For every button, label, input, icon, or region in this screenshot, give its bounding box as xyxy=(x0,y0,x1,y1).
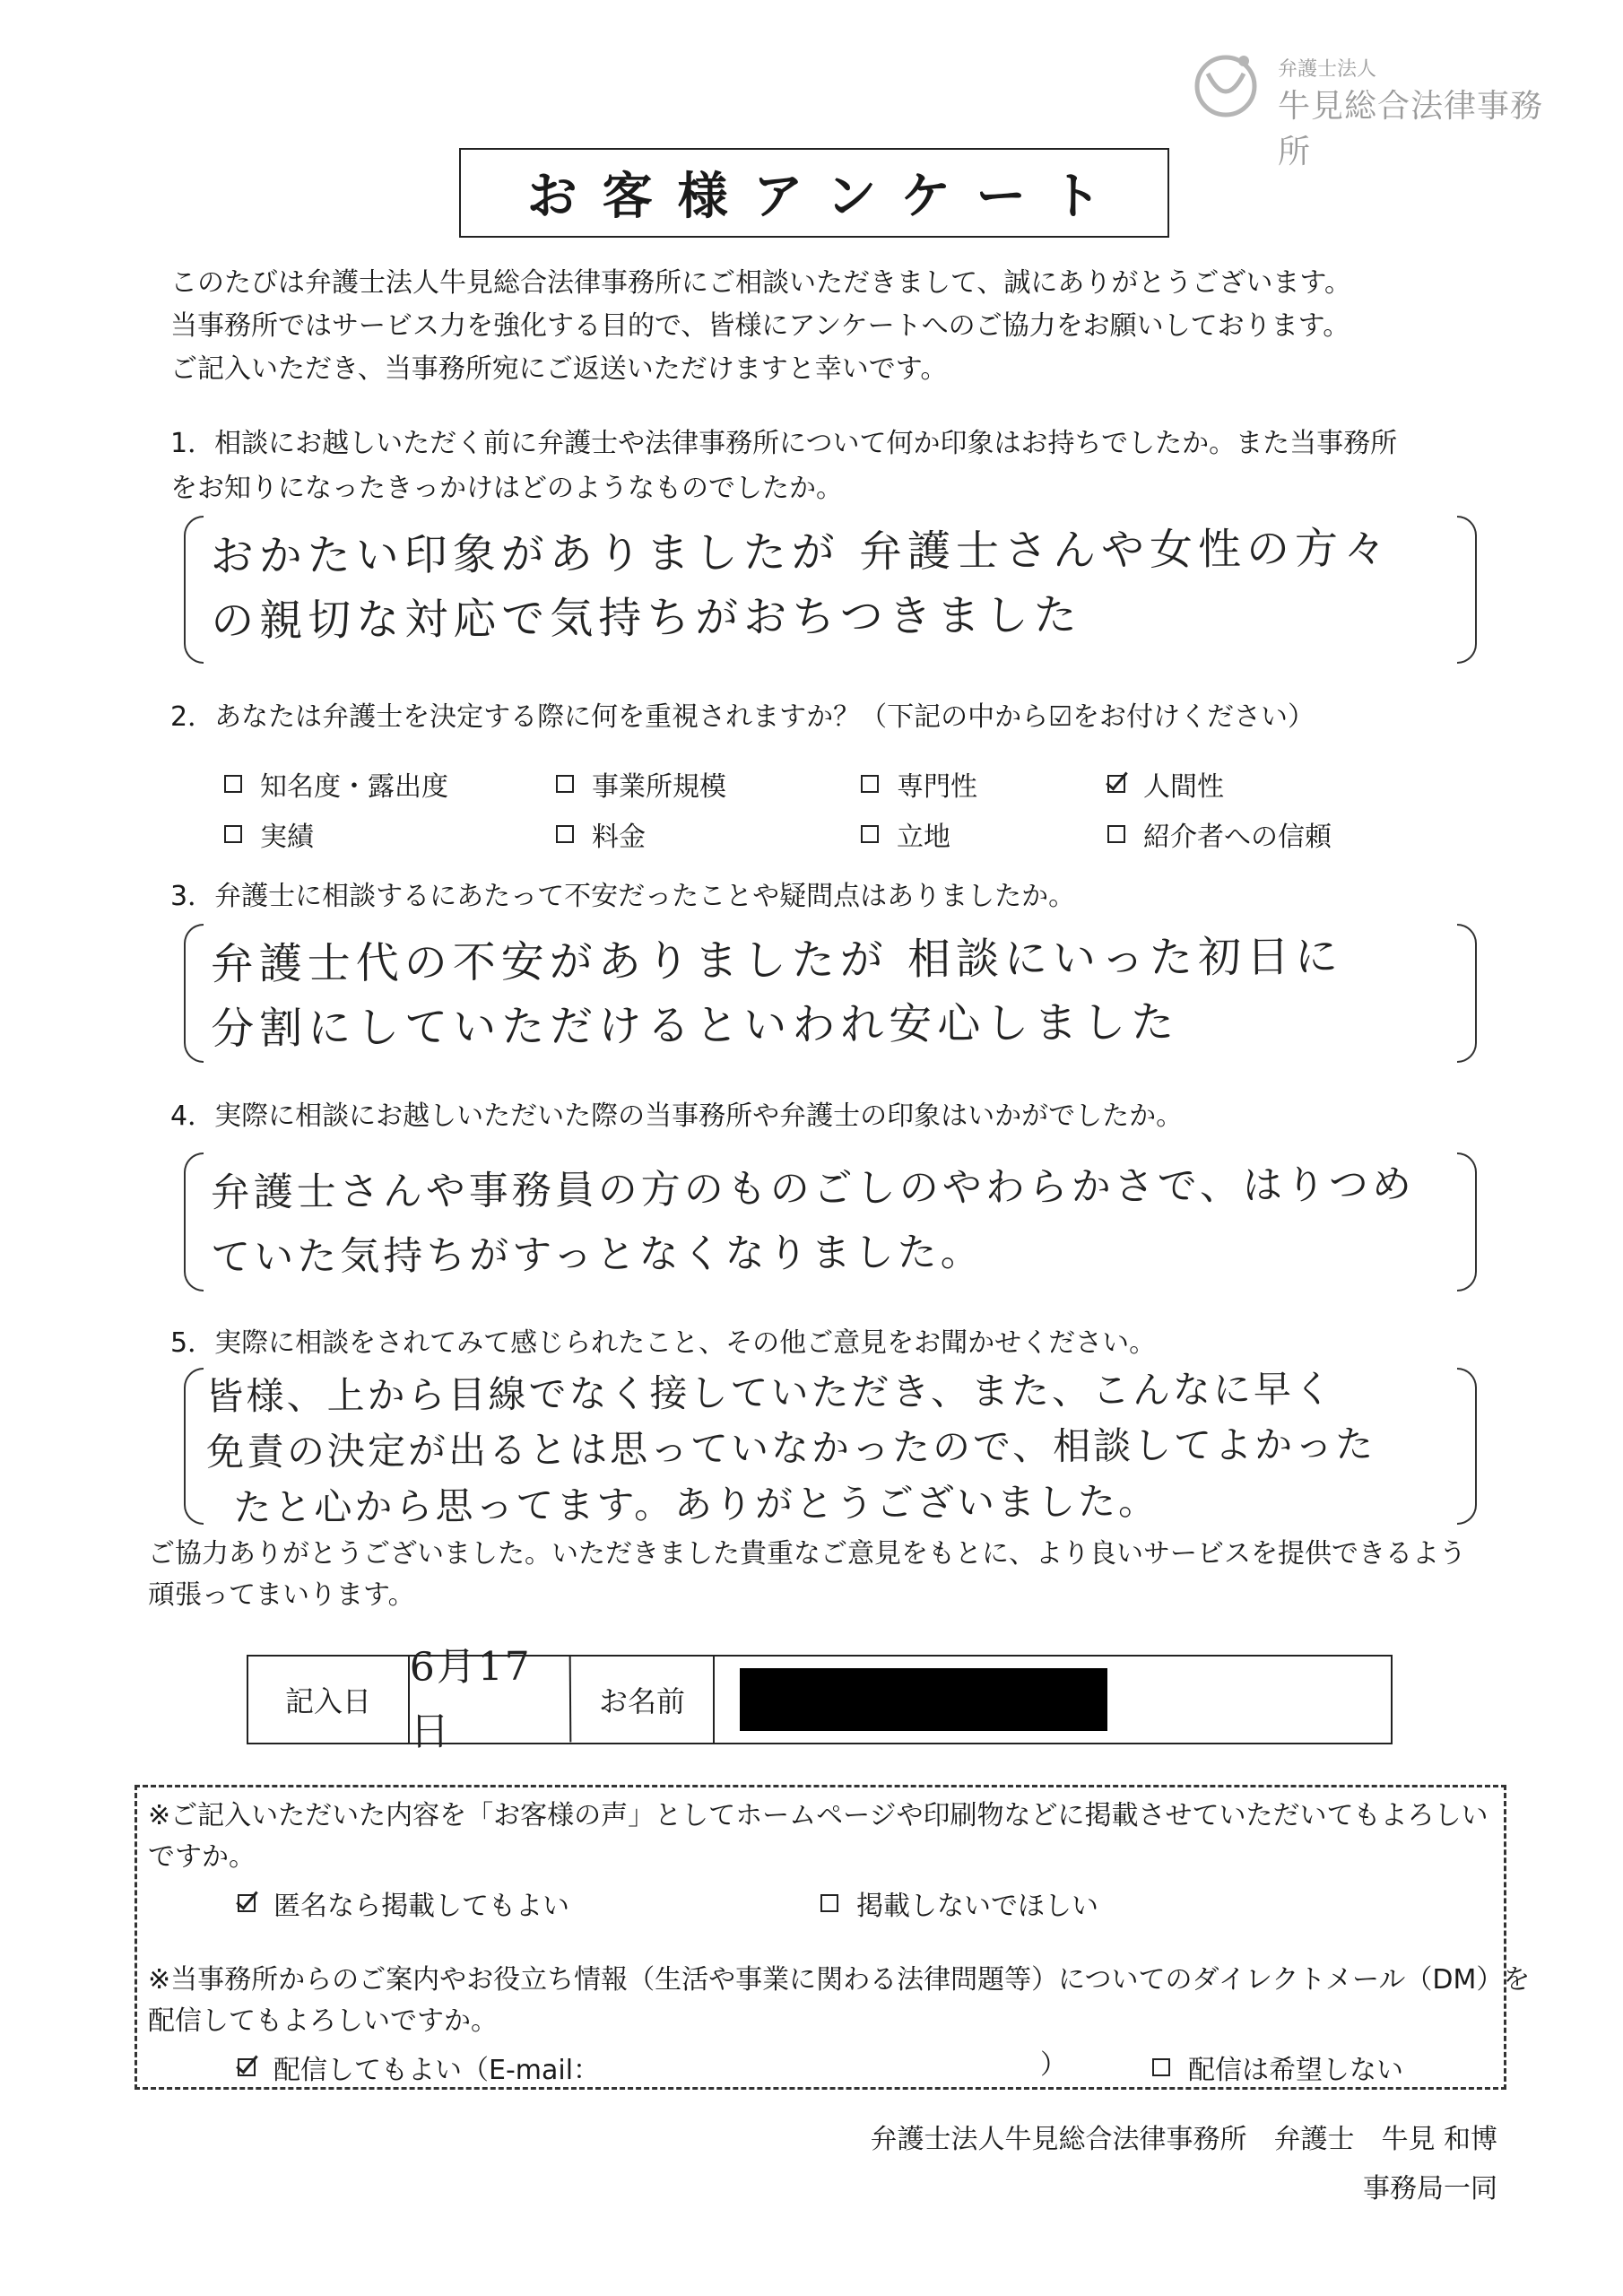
dm-question-line: 配信してもよろしいですか。 xyxy=(148,2005,498,2037)
option-label: 匿名なら掲載してもよい xyxy=(273,1891,569,1922)
question-4: 4．実際に相談にお越しいただいた際の当事務所や弁護士の印象はいかがでしたか。 xyxy=(170,1100,1184,1132)
option-expertise[interactable] xyxy=(861,764,977,804)
question-line: をお知りになったきっかけはどのようなものでしたか。 xyxy=(170,473,843,504)
option-personality[interactable] xyxy=(1107,764,1224,804)
option-label: 配信は希望しない xyxy=(1188,2055,1403,2086)
option-label: 人間性 xyxy=(1143,771,1224,803)
option-scale[interactable] xyxy=(556,764,726,804)
thanks-text xyxy=(148,1534,1466,1616)
publish-question xyxy=(148,1796,1488,1878)
signature-office: 事務局一同 xyxy=(1363,2173,1497,2205)
answer-bracket-left xyxy=(184,1152,204,1292)
info-table xyxy=(247,1643,1393,1755)
signature-firm: 弁護士法人牛見総合法律事務所 弁護士 牛見 和博 xyxy=(870,2124,1497,2155)
answer-line: の親切な対応で気持ちがおちつきました xyxy=(211,589,1082,647)
answer-line: おかたい印象がありましたが 弁護士さんや女性の方々 xyxy=(210,523,1393,582)
option-label: 配信してもよい（E-mail： xyxy=(273,2055,601,2086)
redacted-name xyxy=(740,1668,1107,1731)
thanks-line: 頑張ってまいります。 xyxy=(148,1579,415,1611)
logo-subtitle: 弁護士法人 xyxy=(1278,58,1377,81)
logo-firm-name: 牛見総合法律事務所 xyxy=(1278,88,1544,170)
option-track-record[interactable] xyxy=(224,814,314,854)
checkbox[interactable] xyxy=(556,775,574,793)
dm-decline-option[interactable] xyxy=(1152,2048,1403,2087)
intro-text xyxy=(170,262,1351,391)
answer-line: 弁護士さんや事務員の方のものごしのやわらかさで、はりつめ xyxy=(210,1161,1416,1216)
answer-5 xyxy=(205,1361,1376,1535)
thanks-line: ご協力ありがとうございました。いただきました貴重なご意見をもとに、より良いサービスを提供できるよう xyxy=(148,1538,1466,1570)
question-line: 1．相談にお越しいただく前に弁護士や法律事務所について何か印象はお持ちでしたか。また当事務所 xyxy=(170,428,1398,459)
answer-bracket-left xyxy=(184,516,204,664)
publish-anonymous-option[interactable] xyxy=(238,1883,569,1923)
answer-line: たと心から思ってます。ありがとうございました。 xyxy=(233,1479,1159,1530)
dm-question-line: ※当事務所からのご案内やお役立ち情報（生活や事業に関わる法律問題等）についてのダイレクトメール（DM）を xyxy=(148,1964,1531,1996)
firm-logo xyxy=(1188,43,1565,170)
checkbox[interactable] xyxy=(1107,825,1125,843)
email-close-paren: ） xyxy=(1040,2049,1067,2081)
checkbox[interactable] xyxy=(861,775,879,793)
dm-question xyxy=(148,1960,1530,2042)
answer-line: 弁護士代の不安がありましたが 相談にいった初日に xyxy=(210,931,1344,990)
question-5: 5．実際に相談をされてみて感じられたこと、その他ご意見をお聞かせください。 xyxy=(170,1327,1157,1359)
option-fee[interactable] xyxy=(556,814,646,854)
answer-line: 皆様、上から目線でなく接していただき、また、こんなに早く xyxy=(205,1366,1335,1419)
answer-3 xyxy=(211,925,1344,1062)
question-1 xyxy=(170,422,1397,511)
checkbox[interactable] xyxy=(224,775,242,793)
option-label: 料金 xyxy=(592,822,646,853)
publish-question-line: ですか。 xyxy=(148,1841,256,1873)
answer-1 xyxy=(211,516,1393,653)
answer-bracket-right xyxy=(1457,924,1477,1063)
answer-line: 分割にしていただけるといわれ安心しました xyxy=(211,996,1180,1055)
option-awareness[interactable] xyxy=(224,764,448,804)
name-field[interactable] xyxy=(715,1657,1391,1743)
intro-line: このたびは弁護士法人牛見総合法律事務所にご相談いただきまして、誠にありがとうございます。 xyxy=(170,267,1351,299)
answer-4 xyxy=(211,1152,1416,1290)
option-label: 実績 xyxy=(260,822,314,853)
publish-decline-option[interactable] xyxy=(820,1883,1098,1923)
option-label: 知名度・露出度 xyxy=(260,771,448,803)
checkbox-checked[interactable] xyxy=(1107,775,1125,793)
question-2: 2．あなたは弁護士を決定する際に何を重視されますか？（下記の中から☑をお付けください） xyxy=(170,701,1315,733)
option-label: 立地 xyxy=(897,822,950,853)
publish-question-line: ※ご記入いただいた内容を「お客様の声」としてホームページや印刷物などに掲載させていただいてもよろしい xyxy=(148,1800,1488,1831)
checkbox-checked[interactable] xyxy=(238,2058,256,2076)
checkbox-checked[interactable] xyxy=(238,1894,256,1912)
answer-bracket-right xyxy=(1457,1152,1477,1292)
intro-line: 当事務所ではサービス力を強化する目的で、皆様にアンケートへのご協力をお願いしております。 xyxy=(170,310,1350,342)
option-label: 掲載しないでほしい xyxy=(856,1891,1098,1922)
checkbox[interactable] xyxy=(820,1894,838,1912)
checkbox[interactable] xyxy=(861,825,879,843)
answer-bracket-left xyxy=(184,1368,204,1525)
date-value[interactable]: 6月17日 xyxy=(410,1656,572,1743)
intro-line: ご記入いただき、当事務所宛にご返送いただけますと幸いです。 xyxy=(170,353,948,385)
checkbox[interactable] xyxy=(556,825,574,843)
name-label: お名前 xyxy=(571,1657,715,1743)
answer-bracket-right xyxy=(1457,1368,1477,1525)
answer-line: ていた気持ちがすっとなくなりました。 xyxy=(211,1229,984,1281)
question-3: 3．弁護士に相談するにあたって不安だったことや疑問点はありましたか。 xyxy=(170,881,1076,912)
answer-bracket-left xyxy=(184,924,204,1063)
dm-accept-option[interactable] xyxy=(238,2048,600,2087)
answer-line: 免責の決定が出るとは思っていなかったので、相談してよかった xyxy=(205,1422,1376,1474)
option-referrer-trust[interactable] xyxy=(1107,814,1332,854)
answer-bracket-right xyxy=(1457,516,1477,664)
checkbox[interactable] xyxy=(224,825,242,843)
option-label: 事業所規模 xyxy=(592,771,726,803)
option-label: 専門性 xyxy=(897,771,977,803)
option-location[interactable] xyxy=(861,814,950,854)
page-title: お客様アンケート xyxy=(459,148,1169,238)
option-label: 紹介者への信頼 xyxy=(1143,822,1332,853)
firm-logo-icon xyxy=(1188,47,1263,122)
date-label: 記入日 xyxy=(248,1657,410,1743)
checkbox[interactable] xyxy=(1152,2058,1170,2076)
